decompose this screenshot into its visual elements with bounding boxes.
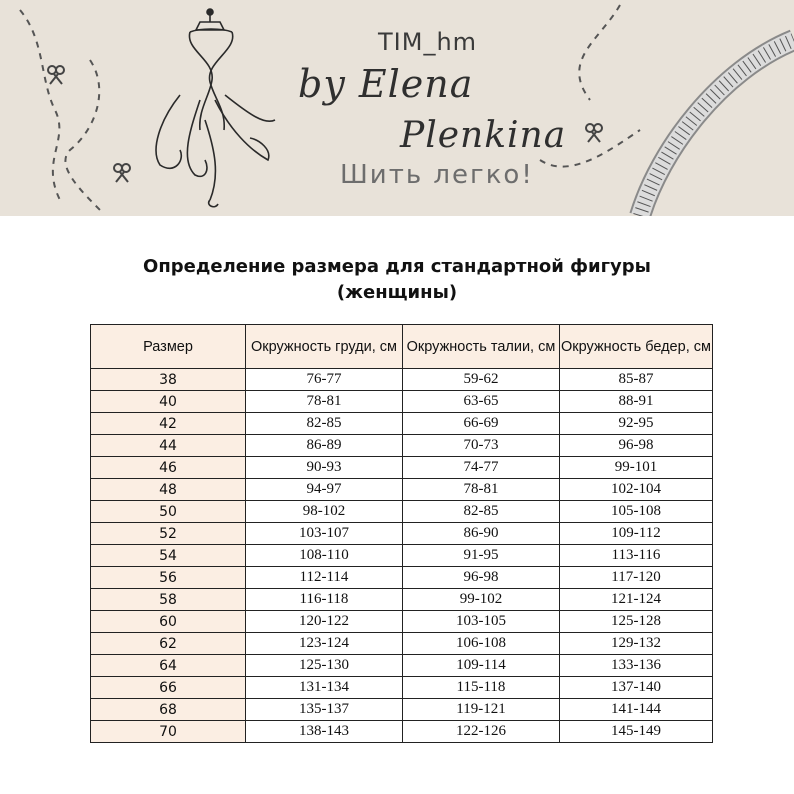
waist-cell: 106-108	[403, 633, 560, 655]
page-title-line1: Определение размера для стандартной фигуры	[143, 256, 651, 277]
waist-cell: 86-90	[403, 523, 560, 545]
chest-cell: 116-118	[246, 589, 403, 611]
column-header-size: Размер	[91, 325, 246, 369]
brand-header	[0, 0, 794, 216]
chest-cell: 90-93	[246, 457, 403, 479]
waist-cell: 115-118	[403, 677, 560, 699]
waist-cell: 109-114	[403, 655, 560, 677]
table-row	[91, 589, 713, 611]
hips-cell: 96-98	[560, 435, 713, 457]
table-header-row	[91, 325, 713, 369]
chest-cell: 120-122	[246, 611, 403, 633]
chest-cell: 135-137	[246, 699, 403, 721]
hips-cell: 121-124	[560, 589, 713, 611]
table-body	[91, 369, 713, 743]
column-header-hips: Окружность бедер, см	[560, 325, 713, 369]
waist-cell: 78-81	[403, 479, 560, 501]
chest-cell: 103-107	[246, 523, 403, 545]
dress-form-icon	[156, 9, 275, 207]
chest-cell: 76-77	[246, 369, 403, 391]
table-row	[91, 413, 713, 435]
size-cell: 58	[91, 589, 246, 611]
hips-cell: 88-91	[560, 391, 713, 413]
size-cell: 70	[91, 721, 246, 743]
size-cell: 62	[91, 633, 246, 655]
scissors-icon	[586, 124, 602, 142]
size-cell: 44	[91, 435, 246, 457]
chest-cell: 108-110	[246, 545, 403, 567]
column-header-chest: Окружность груди, см	[246, 325, 403, 369]
waist-cell: 70-73	[403, 435, 560, 457]
size-cell: 50	[91, 501, 246, 523]
table-row	[91, 721, 713, 743]
waist-cell: 91-95	[403, 545, 560, 567]
chest-cell: 94-97	[246, 479, 403, 501]
size-cell: 68	[91, 699, 246, 721]
table-row	[91, 611, 713, 633]
chest-cell: 138-143	[246, 721, 403, 743]
waist-cell: 74-77	[403, 457, 560, 479]
size-cell: 64	[91, 655, 246, 677]
hips-cell: 99-101	[560, 457, 713, 479]
table-row	[91, 523, 713, 545]
chest-cell: 112-114	[246, 567, 403, 589]
chest-cell: 82-85	[246, 413, 403, 435]
table-row	[91, 677, 713, 699]
hips-cell: 145-149	[560, 721, 713, 743]
page-title-line2: (женщины)	[336, 282, 458, 303]
hips-cell: 129-132	[560, 633, 713, 655]
hips-cell: 105-108	[560, 501, 713, 523]
hips-cell: 113-116	[560, 545, 713, 567]
table-row	[91, 699, 713, 721]
hips-cell: 102-104	[560, 479, 713, 501]
brand-slogan: Шить легко!	[340, 160, 534, 190]
waist-cell: 66-69	[403, 413, 560, 435]
chest-cell: 131-134	[246, 677, 403, 699]
table-row	[91, 567, 713, 589]
waist-cell: 119-121	[403, 699, 560, 721]
hips-cell: 125-128	[560, 611, 713, 633]
measuring-tape-icon	[640, 40, 794, 216]
hips-cell: 133-136	[560, 655, 713, 677]
waist-cell: 96-98	[403, 567, 560, 589]
size-cell: 40	[91, 391, 246, 413]
chest-cell: 125-130	[246, 655, 403, 677]
waist-cell: 59-62	[403, 369, 560, 391]
table-row	[91, 457, 713, 479]
table-row	[91, 479, 713, 501]
table-row	[91, 435, 713, 457]
waist-cell: 63-65	[403, 391, 560, 413]
hips-cell: 85-87	[560, 369, 713, 391]
table-row	[91, 633, 713, 655]
size-cell: 38	[91, 369, 246, 391]
chest-cell: 78-81	[246, 391, 403, 413]
size-cell: 54	[91, 545, 246, 567]
size-table	[90, 324, 713, 743]
waist-cell: 99-102	[403, 589, 560, 611]
size-cell: 46	[91, 457, 246, 479]
table-row	[91, 655, 713, 677]
chest-cell: 86-89	[246, 435, 403, 457]
size-cell: 48	[91, 479, 246, 501]
table-row	[91, 545, 713, 567]
size-cell: 60	[91, 611, 246, 633]
waist-cell: 103-105	[403, 611, 560, 633]
table-row	[91, 369, 713, 391]
page-title	[0, 254, 794, 306]
hips-cell: 141-144	[560, 699, 713, 721]
table-row	[91, 501, 713, 523]
dashed-stitch-left	[20, 10, 60, 200]
waist-cell: 82-85	[403, 501, 560, 523]
chest-cell: 98-102	[246, 501, 403, 523]
hips-cell: 109-112	[560, 523, 713, 545]
brand-author-last: Plenkina	[400, 115, 567, 156]
column-header-waist: Окружность талии, см	[403, 325, 560, 369]
scissors-icon	[48, 66, 64, 84]
dashed-stitch-top	[579, 5, 620, 100]
hips-cell: 92-95	[560, 413, 713, 435]
size-cell: 56	[91, 567, 246, 589]
brand-author-first: by Elena	[298, 62, 474, 106]
scissors-icon	[114, 164, 130, 182]
size-cell: 42	[91, 413, 246, 435]
hips-cell: 137-140	[560, 677, 713, 699]
waist-cell: 122-126	[403, 721, 560, 743]
table-row	[91, 391, 713, 413]
size-cell: 52	[91, 523, 246, 545]
chest-cell: 123-124	[246, 633, 403, 655]
hips-cell: 117-120	[560, 567, 713, 589]
brand-name: TIM_hm	[378, 28, 478, 56]
size-cell: 66	[91, 677, 246, 699]
dashed-stitch-left2	[65, 60, 100, 210]
